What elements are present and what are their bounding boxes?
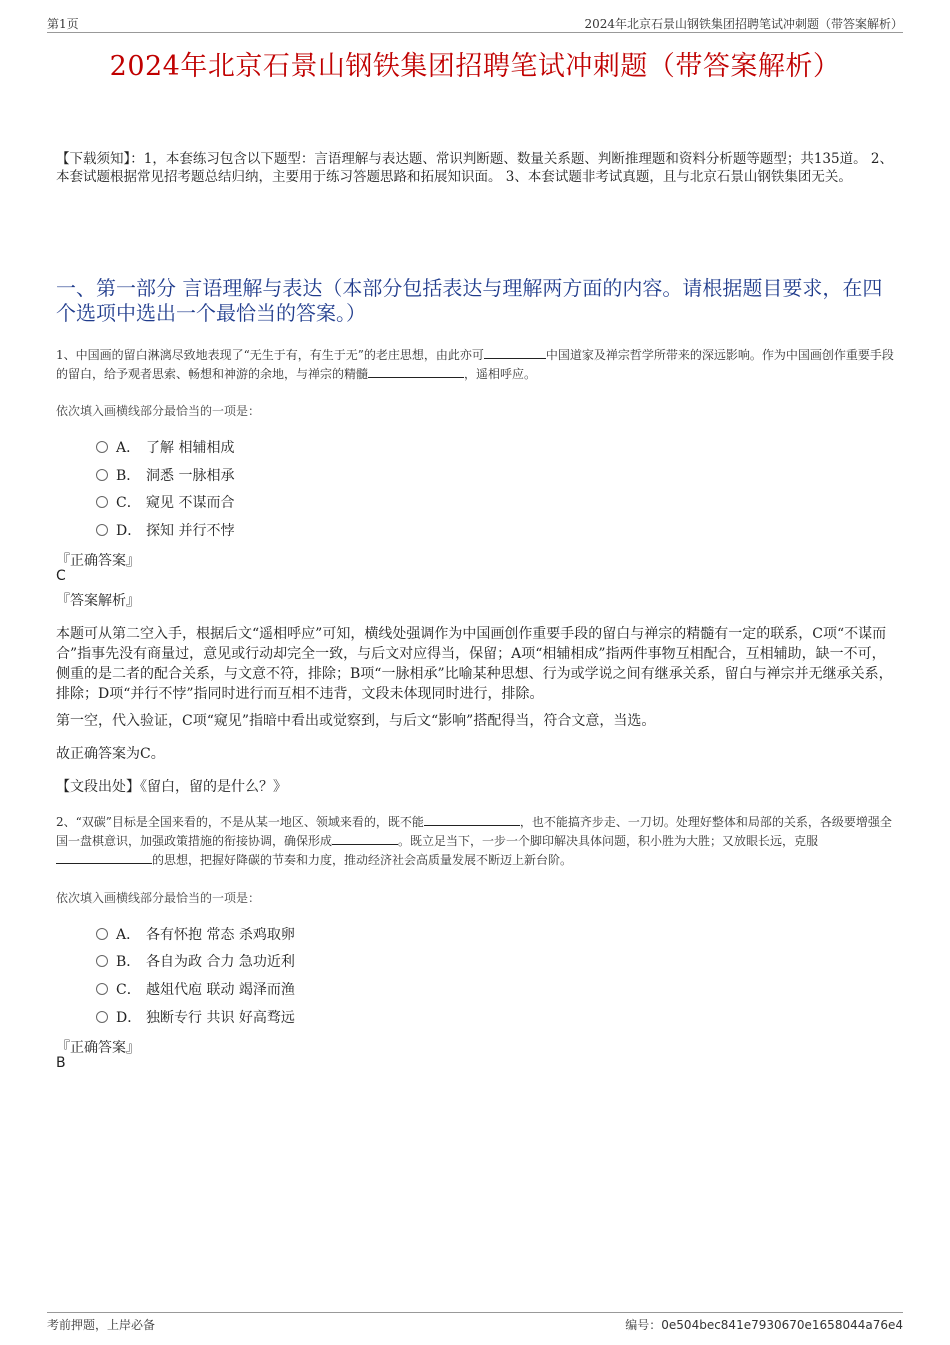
q2-option-c[interactable]: C． 越俎代庖 联动 竭泽而渔 bbox=[96, 979, 295, 999]
radio-button[interactable] bbox=[96, 496, 108, 508]
radio-button[interactable] bbox=[96, 441, 108, 453]
page-header bbox=[47, 14, 903, 33]
q2-option-a[interactable]: A． 各有怀抱 常态 杀鸡取卵 bbox=[96, 924, 295, 944]
radio-button[interactable] bbox=[96, 469, 108, 481]
q1-option-a[interactable]: A． 了解 相辅相成 bbox=[96, 437, 234, 457]
question-1-stem: 1、中国画的留白淋漓尽致地表现了“无生于有，有生于无”的老庄思想，由此亦可 中国道家及禅宗哲学所带来的深远影响。作为中国画创作重要手段的留白，给予观者思索、畅想和神游的余地，与禅宗的精髓 ，遥相呼应。 bbox=[56, 348, 894, 381]
fill-blank bbox=[484, 346, 546, 359]
text-source: 【文段出处】《留白，留的是什么？》 bbox=[56, 779, 287, 795]
radio-button[interactable] bbox=[96, 983, 108, 995]
q2-option-b[interactable]: B． 各自为政 合力 急功近利 bbox=[96, 951, 295, 971]
fill-blank bbox=[424, 813, 520, 826]
fill-blank bbox=[56, 851, 152, 864]
footer-code: 编号：0e504bec841e7930670e1658044a76e4 bbox=[625, 1318, 903, 1332]
analysis-paragraph: 第一空，代入验证，C项“窥见”指暗中看出或觉察到，与后文“影响”搭配得当，符合文意，当选。 bbox=[56, 713, 656, 729]
correct-answer: C bbox=[56, 568, 66, 584]
analysis-conclusion: 故正确答案为C。 bbox=[56, 746, 165, 762]
correct-answer: B bbox=[56, 1055, 66, 1071]
question-2-prompt: 依次填入画横线部分最恰当的一项是： bbox=[56, 891, 261, 905]
correct-answer-label: 『正确答案』 bbox=[56, 553, 140, 569]
q1-option-d[interactable]: D． 探知 并行不悖 bbox=[96, 520, 234, 540]
analysis-label: 『答案解析』 bbox=[56, 593, 140, 609]
radio-button[interactable] bbox=[96, 955, 108, 967]
radio-button[interactable] bbox=[96, 1011, 108, 1023]
footer-slogan: 考前押题，上岸必备 bbox=[47, 1318, 156, 1332]
header-doc-title: 2024年北京石景山钢铁集团招聘笔试冲刺题（带答案解析） bbox=[584, 17, 903, 31]
document-title: 2024年北京石景山钢铁集团招聘笔试冲刺题（带答案解析） bbox=[109, 51, 841, 82]
q1-option-c[interactable]: C． 窥见 不谋而合 bbox=[96, 492, 234, 512]
page-footer bbox=[47, 1312, 903, 1333]
analysis-paragraph: 本题可从第二空入手，根据后文“遥相呼应”可知，横线处强调作为中国画创作重要手段的留白与禅宗的精髓有一定的联系，C项“不谋而合”指事先没有商量过，意见或行动却完全一致，与后文对应得当，保留；A项“相辅相成”指两件事物互相配合，互相辅助，缺一不可，侧重的是二者的配合关系，与文意不符，排除；B项“一脉相承”比喻某种思想、行为或学说之间有继承关系，留白与禅宗并无继承关系，排除；D项“并行不悖”指同时进行而互相不违背，文段未体现同时进行，排除。 bbox=[56, 626, 893, 702]
page-number: 第1页 bbox=[47, 17, 79, 31]
section-heading: 一、第一部分 言语理解与表达（本部分包括表达与理解两方面的内容。请根据题目要求，在四个选项中选出一个最恰当的答案。） bbox=[56, 276, 883, 325]
q2-option-d[interactable]: D． 独断专行 共识 好高骛远 bbox=[96, 1007, 295, 1027]
download-notice: 【下载须知】：1，本套练习包含以下题型：言语理解与表达题、常识判断题、数量关系题、判断推理题和资料分析题等题型；共135道。 2、本套试题根据常见招考题总结归纳，主要用于练习答题思路和拓展知识面。 3、本套试题非考试真题，且与北京石景山钢铁集团无关。 bbox=[56, 151, 893, 185]
radio-button[interactable] bbox=[96, 928, 108, 940]
fill-blank bbox=[332, 832, 398, 845]
correct-answer-label: 『正确答案』 bbox=[56, 1040, 140, 1056]
question-2-stem: 2、“双碳”目标是全国来看的，不是从某一地区、领域来看的，既不能 ，也不能搞齐步走、一刀切。处理好整体和局部的关系，各级要增强全国一盘棋意识，加强政策措施的衔接协调，确保形成 。既立足当下，一步一个脚印解决具体问题，积小胜为大胜；又放眼长远，克服的思想，把握好降碳的节奏和力度，推动经济社会高质量发展不断迈上新台阶。 bbox=[56, 815, 892, 867]
radio-button[interactable] bbox=[96, 524, 108, 536]
q1-option-b[interactable]: B． 洞悉 一脉相承 bbox=[96, 465, 234, 485]
fill-blank bbox=[368, 365, 464, 378]
question-1-prompt: 依次填入画横线部分最恰当的一项是： bbox=[56, 404, 261, 418]
